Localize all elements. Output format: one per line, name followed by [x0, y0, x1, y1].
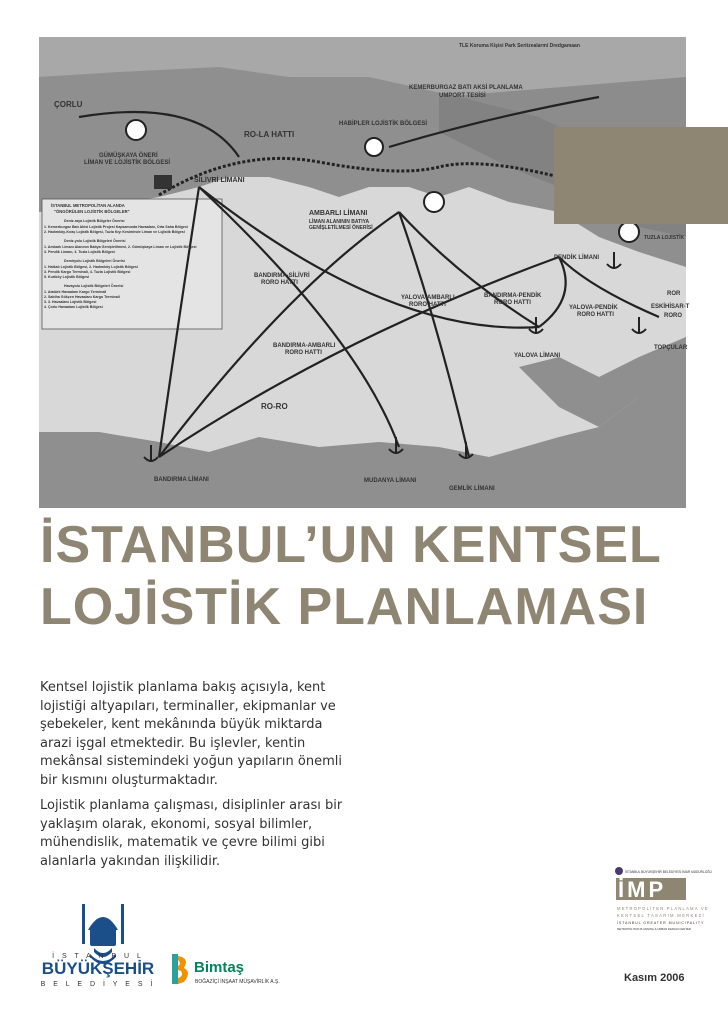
svg-text:UMPORT TESİSİ: UMPORT TESİSİ	[439, 93, 486, 99]
svg-text:1. Ambarlı Limanı Alanının Bat: 1. Ambarlı Limanı Alanının Batıya Genişletilmesi, 2. Gümüşkaya Liman ve Lojistik Bölgesi	[44, 245, 197, 249]
imp-dot-icon	[615, 867, 623, 875]
ibb-line-2: BÜYÜKŞEHİR	[41, 959, 155, 978]
svg-text:İSTANBUL METROPOLİTAN ALANDA: İSTANBUL METROPOLİTAN ALANDA	[51, 203, 125, 208]
svg-text:2. Hadımköy-Kıraç Lojistik Böl: 2. Hadımköy-Kıraç Lojistik Bölgesi, Tuzla Kıyı Kesiminde Liman ve Lojistik Bölgesi	[44, 230, 185, 234]
route-ambarli-gemlik	[399, 212, 469, 457]
title-line-1: İSTANBUL’UN KENTSEL	[40, 516, 662, 574]
svg-text:YALOVA-PENDİK: YALOVA-PENDİK	[569, 305, 618, 311]
svg-text:GENİŞLETİLMESİ ÖNERİSİ: GENİŞLETİLMESİ ÖNERİSİ	[309, 225, 373, 231]
svg-text:RORO HATTI: RORO HATTI	[494, 300, 531, 306]
svg-text:METROPOLITAN PLANNING & URBAN: METROPOLITAN PLANNING & URBAN DESIGN CENTER	[617, 927, 691, 931]
svg-text:BANDIRMA-SİLİVRİ: BANDIRMA-SİLİVRİ	[254, 273, 310, 279]
svg-text:SİLİVRİ LİMANI: SİLİVRİ LİMANI	[194, 177, 245, 184]
logistics-habipler	[365, 138, 383, 156]
svg-text:4. Çorlu Havaalanı Lojistik Bö: 4. Çorlu Havaalanı Lojistik Bölgesi	[44, 305, 103, 309]
imp-name: İMP	[618, 877, 667, 902]
svg-text:"ÖNGÖRÜLEN LOJİSTİK BÖLGELER": "ÖNGÖRÜLEN LOJİSTİK BÖLGELER"	[54, 209, 130, 214]
anchor-topcular	[632, 317, 646, 334]
route-pendik-yalova	[539, 257, 566, 327]
bimtas-mark-icon	[172, 954, 188, 984]
route-ambarli-yalova	[399, 212, 539, 327]
svg-text:RORO HATTI: RORO HATTI	[285, 350, 322, 356]
svg-text:1. Halkalı Lojistik Bölgesi, 2: 1. Halkalı Lojistik Bölgesi, 2. Hadımköy Lojistik Bölgesi	[44, 265, 138, 269]
svg-text:METROPOLİTEN PLANLAMA VE: METROPOLİTEN PLANLAMA VE	[617, 906, 709, 911]
svg-text:TUZLA LOJİSTİK: TUZLA LOJİSTİK	[644, 235, 685, 241]
svg-text:İSTANBUL GREATER MUNICIPALITY: İSTANBUL GREATER MUNICIPALITY	[617, 921, 705, 925]
imp-logo	[613, 866, 712, 946]
svg-text:3. 3. Havaalanı Lojistik Bölge: 3. 3. Havaalanı Lojistik Bölgesi	[44, 300, 97, 304]
svg-text:HABİPLER LOJİSTİK BÖLGESİ: HABİPLER LOJİSTİK BÖLGESİ	[339, 121, 428, 127]
svg-text:RORO HATTI: RORO HATTI	[409, 302, 446, 308]
svg-text:Deniz-yolu Lojistik Bölgeleri: Deniz-yolu Lojistik Bölgeleri Önerisi	[64, 239, 126, 243]
svg-text:ÇORLU: ÇORLU	[54, 100, 83, 109]
svg-text:BANDIRMA LİMANI: BANDIRMA LİMANI	[154, 477, 209, 483]
anchor-gemlik	[459, 442, 473, 459]
bimtas-sub: BOĞAZİÇİ İNŞAAT MÜŞAVİRLİK A.Ş.	[195, 979, 280, 985]
anchor-pendik	[607, 252, 621, 269]
svg-text:Deniz-raya Lojistik Bölgeler Ö: Deniz-raya Lojistik Bölgeler Önerisi	[64, 219, 125, 223]
svg-text:RORO HATTI: RORO HATTI	[261, 280, 298, 286]
svg-text:Havayolu Lojistik Bölgeleri Ön: Havayolu Lojistik Bölgeleri Önerisi	[64, 284, 124, 288]
map-top-caption: TLE Koruma Kişisi Park Seritzealarmi Dredgamaan	[459, 43, 580, 49]
publication-date: Kasım 2006	[624, 972, 685, 984]
ibb-logo	[40, 900, 170, 1000]
svg-text:İSTANBUL BÜYÜKŞEHİR BELEDİYESİ: İSTANBUL BÜYÜKŞEHİR BELEDİYESİ İMAR MÜDÜRLÜĞÜ	[625, 870, 712, 874]
logistics-map	[39, 37, 690, 508]
svg-text:PENDİK LİMANI: PENDİK LİMANI	[554, 255, 599, 261]
svg-text:1. Kemerburgaz Batı Akisi Loji: 1. Kemerburgaz Batı Akisi Lojistik Projesi Kapsamında Havaalanı, Orta Saha Bölgesi	[44, 225, 188, 229]
paragraph-1: Kentsel lojistik planlama bakış açısıyla, kent lojistiği altyapıları, terminaller, ekipmanlar ve şebekeler, kent mekânında büyük miktarda arazi işgal etmektedir. Bu işlevler, kentin mekânsal sistemindeki yoğun yapıların önemli bir kısmını oluşturmaktadır.	[40, 680, 342, 788]
svg-text:LİMAN VE LOJİSTİK BÖLGESİ: LİMAN VE LOJİSTİK BÖLGESİ	[84, 160, 171, 166]
svg-text:RORO HATTI: RORO HATTI	[577, 312, 614, 318]
svg-text:5. Kurtköy Lojistik Bölgesi: 5. Kurtköy Lojistik Bölgesi	[44, 275, 90, 279]
svg-text:1. Atatürk Havaalanı Kargo Ter: 1. Atatürk Havaalanı Kargo Terminali	[44, 290, 107, 294]
svg-text:YALOVA-AMBARLI: YALOVA-AMBARLI	[401, 295, 455, 301]
logistics-tuzla	[619, 222, 639, 242]
svg-text:KEMERBURGAZ BATI AKSİ PLANLAMA: KEMERBURGAZ BATI AKSİ PLANLAMA	[409, 85, 523, 91]
svg-text:RO-LA HATTI: RO-LA HATTI	[244, 130, 295, 139]
title-line-2: LOJİSTİK PLANLAMASI	[40, 578, 649, 636]
logistics-kemerburgaz	[424, 192, 444, 212]
route-silivri-yalova	[199, 187, 539, 328]
svg-text:LİMAN ALANININ BATIYA: LİMAN ALANININ BATIYA	[309, 219, 370, 225]
svg-text:GEMLİK LİMANI: GEMLİK LİMANI	[449, 486, 495, 492]
svg-text:KENTSEL TASARIM MERKEZİ: KENTSEL TASARIM MERKEZİ	[617, 913, 705, 918]
svg-text:MUDANYA LİMANI: MUDANYA LİMANI	[364, 478, 417, 484]
svg-text:ROR: ROR	[667, 291, 681, 297]
svg-text:RORO: RORO	[664, 313, 682, 319]
svg-text:BANDIRMA-AMBARLI: BANDIRMA-AMBARLI	[273, 343, 336, 349]
svg-text:3. Pendik Kargo Terminali, 4.: 3. Pendik Kargo Terminali, 4. Tuzla Lojistik Bölgesi	[44, 270, 131, 274]
bimtas-logo	[168, 950, 288, 990]
svg-text:ESKİHİSAR-T: ESKİHİSAR-T	[651, 304, 690, 310]
svg-text:GÜMÜŞKAYA ÖNERİ: GÜMÜŞKAYA ÖNERİ	[99, 153, 158, 159]
ibb-line-1: İ S T A N B U L	[52, 953, 144, 960]
svg-text:2. Sabiha Gökçen Havaalanı Kar: 2. Sabiha Gökçen Havaalanı Kargo Terminali	[44, 295, 120, 299]
page-title	[40, 514, 720, 638]
svg-text:Demiryolu Lojistik Bölgeleri Ö: Demiryolu Lojistik Bölgeleri Önerisi	[64, 259, 125, 263]
svg-text:TOPÇULAR: TOPÇULAR	[654, 345, 688, 351]
svg-text:BANDIRMA-PENDİK: BANDIRMA-PENDİK	[484, 293, 542, 299]
logistics-corlu	[126, 120, 146, 140]
bimtas-name: Bimtaş	[194, 959, 245, 976]
svg-text:3. Pendik Limanı, 4. Tuzla Loj: 3. Pendik Limanı, 4. Tuzla Lojistik Bölgesi	[44, 250, 115, 254]
accent-block	[554, 127, 728, 224]
svg-text:AMBARLI LİMANI: AMBARLI LİMANI	[309, 210, 368, 217]
svg-text:YALOVA LİMANI: YALOVA LİMANI	[514, 353, 561, 359]
ibb-line-3: B E L E D İ Y E S İ	[40, 981, 156, 988]
svg-text:RO-RO: RO-RO	[261, 402, 288, 411]
paragraph-2: Lojistik planlama çalışması, disiplinler arası bir yaklaşım olarak, ekonomi, sosyal bilimler, mühendislik, matematik ve çevre bilimi gibi alanlarla yakından ilişkilidir.	[40, 798, 343, 869]
